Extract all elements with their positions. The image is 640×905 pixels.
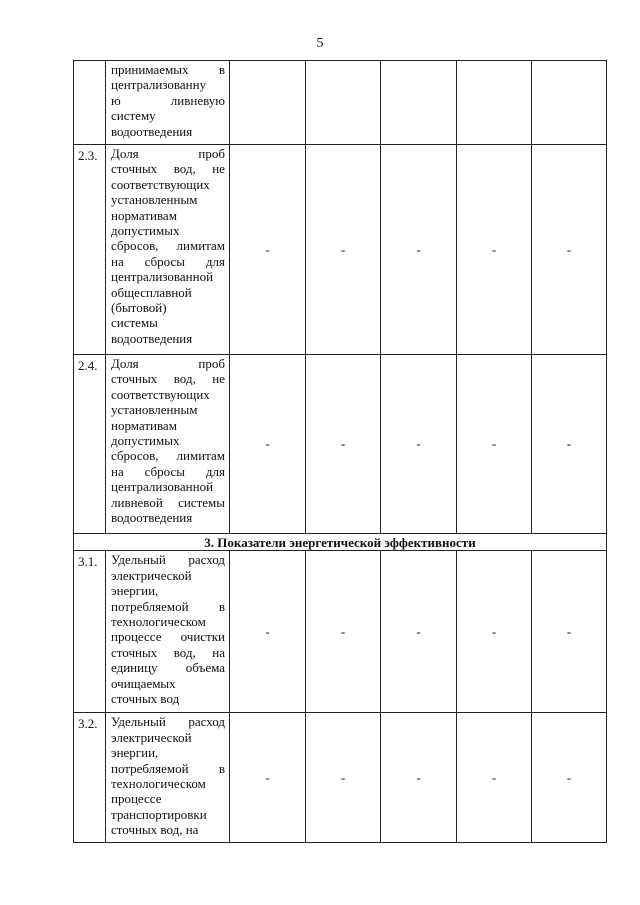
indicator-name-line: на сбросы для <box>111 463 225 479</box>
indicator-name-line: водоотведения <box>111 330 193 346</box>
value-cell: - <box>306 713 381 843</box>
indicator-name-line: (бытовой) <box>111 300 167 316</box>
value-cell <box>381 61 457 145</box>
indicator-name-line: нормативам <box>111 417 177 433</box>
value-cell: - <box>381 355 457 534</box>
indicator-name-line: технологическом <box>111 776 206 792</box>
indicator-name-line: установленным <box>111 402 198 418</box>
value-cell: - <box>230 355 306 534</box>
indicator-name-line: энергии, <box>111 745 159 761</box>
indicator-name-line: общесплавной <box>111 284 192 300</box>
indicator-name-line: ливневой системы <box>111 494 225 510</box>
section-header-row <box>74 534 607 551</box>
value-cell <box>457 61 532 145</box>
indicator-name-line: единицу объема <box>111 660 225 676</box>
row-number: 3.1. <box>74 551 106 713</box>
indicator-name <box>106 713 230 843</box>
indicator-name-line: централизованной <box>111 479 214 495</box>
indicator-name-line: потребляемой в <box>111 598 225 614</box>
indicators-table <box>73 60 607 843</box>
indicator-name-line: Удельный расход <box>111 552 225 568</box>
indicator-name <box>106 551 230 713</box>
row-number: 2.3. <box>74 145 106 355</box>
indicator-name-line: электрической <box>111 567 192 583</box>
value-cell: - <box>457 145 532 355</box>
indicator-name-line: электрической <box>111 729 192 745</box>
value-cell: - <box>532 145 607 355</box>
indicator-name-line: очищаемых <box>111 675 176 691</box>
indicator-name-line: сточных вод, на <box>111 644 225 660</box>
indicator-name-line: ю ливневую <box>111 92 225 108</box>
indicator-name-line: Удельный расход <box>111 714 225 730</box>
page-number: 5 <box>316 36 324 51</box>
value-cell: - <box>381 145 457 355</box>
indicator-name-line: нормативам <box>111 207 177 223</box>
indicator-name-line: водоотведения <box>111 510 193 526</box>
table-row <box>74 145 607 355</box>
table-row <box>74 355 607 534</box>
indicator-name-line: систему <box>111 108 156 124</box>
indicator-name-line: сбросов, лимитам <box>111 238 225 254</box>
table-row <box>74 551 607 713</box>
indicator-name-line: установленным <box>111 192 198 208</box>
indicator-name-line: технологическом <box>111 614 206 630</box>
indicator-name-line: сточных вод, не <box>111 161 225 177</box>
value-cell: - <box>306 355 381 534</box>
indicator-name-line: соответствующих <box>111 386 210 402</box>
indicator-name-line: процессе очистки <box>111 629 225 645</box>
indicator-name <box>106 355 230 534</box>
value-cell <box>306 61 381 145</box>
indicator-name-line: процессе <box>111 791 162 807</box>
indicator-name-line: водоотведения <box>111 123 193 139</box>
indicator-name-line: энергии, <box>111 583 159 599</box>
table-row <box>74 61 607 145</box>
indicator-name-line: потребляемой в <box>111 760 225 776</box>
row-number: 3.2. <box>74 713 106 843</box>
indicator-name-line: централизованну <box>111 77 207 93</box>
indicator-name-line: сточных вод, на <box>111 822 199 838</box>
value-cell: - <box>532 551 607 713</box>
value-cell: - <box>381 713 457 843</box>
indicator-name-line: сбросов, лимитам <box>111 448 225 464</box>
indicator-name-line: централизованной <box>111 269 214 285</box>
value-cell: - <box>306 145 381 355</box>
table-row <box>74 713 607 843</box>
indicator-name <box>106 145 230 355</box>
value-cell: - <box>532 355 607 534</box>
value-cell: - <box>532 713 607 843</box>
indicator-name-line: принимаемых в <box>111 62 225 77</box>
indicator-name-line: на сбросы для <box>111 253 225 269</box>
value-cell: - <box>457 713 532 843</box>
indicator-name <box>106 61 230 145</box>
value-cell: - <box>306 551 381 713</box>
indicator-name-line: системы <box>111 315 158 331</box>
value-cell: - <box>381 551 457 713</box>
value-cell: - <box>230 145 306 355</box>
value-cell: - <box>457 551 532 713</box>
indicator-name-line: транспортировки <box>111 806 207 822</box>
indicator-name-line: сточных вод <box>111 691 180 707</box>
indicator-name-line: допустимых <box>111 223 180 239</box>
value-cell <box>532 61 607 145</box>
value-cell: - <box>457 355 532 534</box>
row-number <box>74 61 106 145</box>
row-number: 2.4. <box>74 355 106 534</box>
indicator-name-line: сточных вод, не <box>111 371 225 387</box>
value-cell: - <box>230 713 306 843</box>
indicator-name-line: допустимых <box>111 433 180 449</box>
indicator-name-line: соответствующих <box>111 176 210 192</box>
value-cell <box>230 61 306 145</box>
indicator-name-line: Доля проб <box>111 146 225 161</box>
section-title: 3. Показатели энергетической эффективности <box>74 534 607 551</box>
value-cell: - <box>230 551 306 713</box>
indicator-name-line: Доля проб <box>111 356 225 371</box>
